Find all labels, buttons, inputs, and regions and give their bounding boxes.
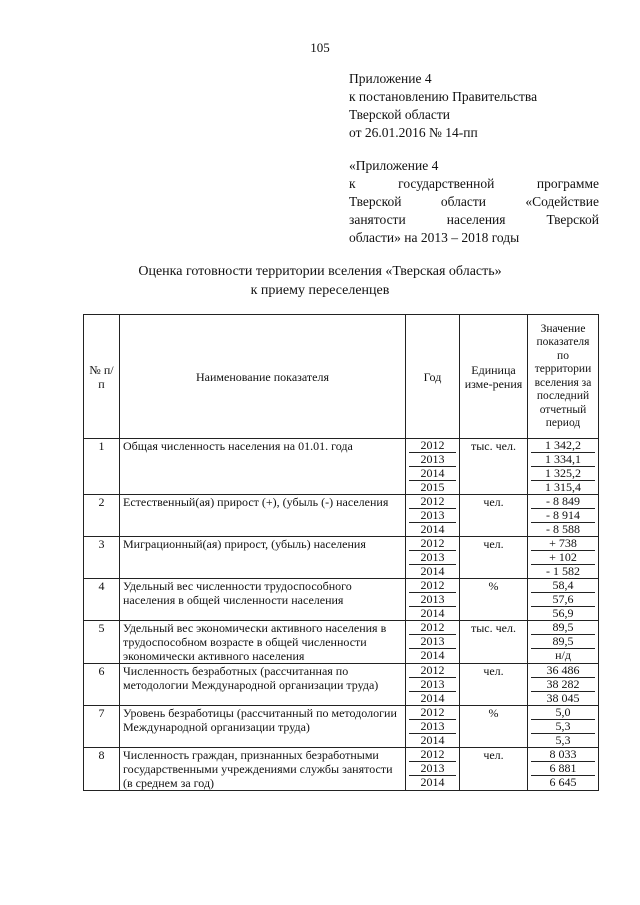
indicator-value: 38 282 <box>531 677 595 691</box>
indicator-name: Естественный(ая) прирост (+), (убыль (-) населения <box>120 495 406 537</box>
title-line-2: к приему переселенцев <box>250 283 390 298</box>
row-number: 2 <box>84 495 120 537</box>
year-cell <box>406 748 460 791</box>
year-value: 2012 <box>420 494 445 508</box>
appendix-line: к государственной программе <box>349 176 599 191</box>
year-value: 2013 <box>409 592 456 606</box>
indicator-value: 5,0 <box>555 705 571 719</box>
year-value: 2015 <box>409 480 456 494</box>
appendix-line: Тверской области «Содействие <box>349 194 599 209</box>
year-value: 2012 <box>420 705 445 719</box>
indicator-name: Удельный вес численности трудоспособного населения в общей численности населения <box>120 579 406 621</box>
value-cell <box>528 579 599 621</box>
year-cell <box>406 579 460 621</box>
indicator-value: 38 045 <box>531 691 595 705</box>
indicator-value: 56,9 <box>531 606 595 620</box>
year-value: 2012 <box>420 578 445 592</box>
header-unit: Единица изме-рения <box>460 315 528 439</box>
indicator-value: 5,3 <box>531 719 595 733</box>
indicator-value: н/д <box>531 648 595 662</box>
row-number: 4 <box>84 579 120 621</box>
indicator-value: 89,5 <box>552 620 574 634</box>
table-row <box>84 706 599 748</box>
appendix-line: Приложение 4 <box>349 71 432 86</box>
row-number: 8 <box>84 748 120 791</box>
value-cell <box>528 439 599 495</box>
table-row <box>84 748 599 791</box>
table-row <box>84 537 599 579</box>
year-value: 2014 <box>409 522 456 536</box>
indicator-value: 6 645 <box>531 775 595 789</box>
indicator-name: Миграционный(ая) прирост, (убыль) населения <box>120 537 406 579</box>
row-number: 1 <box>84 439 120 495</box>
appendix-line: от 26.01.2016 № 14-пп <box>349 125 478 140</box>
indicator-value: 1 342,2 <box>545 438 581 452</box>
table-row <box>84 579 599 621</box>
appendix-header-program <box>349 157 599 247</box>
year-cell <box>406 706 460 748</box>
unit-cell: чел. <box>460 748 528 791</box>
unit-cell: чел. <box>460 664 528 706</box>
appendix-line: «Приложение 4 <box>349 158 439 173</box>
indicator-value: - 1 582 <box>531 564 595 578</box>
year-cell <box>406 621 460 664</box>
table-row <box>84 495 599 537</box>
year-value: 2014 <box>409 691 456 705</box>
unit-cell: чел. <box>460 537 528 579</box>
indicator-value: - 8 914 <box>531 508 595 522</box>
row-number: 7 <box>84 706 120 748</box>
year-value: 2013 <box>409 634 456 648</box>
year-cell <box>406 439 460 495</box>
year-cell <box>406 537 460 579</box>
indicator-value: - 8 588 <box>531 522 595 536</box>
document-title <box>0 262 640 300</box>
value-cell <box>528 748 599 791</box>
year-value: 2013 <box>409 761 456 775</box>
indicators-table <box>83 314 599 791</box>
year-value: 2013 <box>409 508 456 522</box>
year-value: 2012 <box>420 747 445 761</box>
table-row <box>84 621 599 664</box>
indicator-value: + 738 <box>549 536 577 550</box>
year-value: 2014 <box>409 775 456 789</box>
table-header-row <box>84 315 599 439</box>
table-row <box>84 664 599 706</box>
year-cell <box>406 495 460 537</box>
indicator-name: Численность граждан, признанных безработными государственными учреждениями службы занятости (в среднем за год) <box>120 748 406 791</box>
year-value: 2014 <box>409 733 456 747</box>
value-cell <box>528 664 599 706</box>
year-value: 2012 <box>420 536 445 550</box>
unit-cell: тыс. чел. <box>460 439 528 495</box>
indicator-value: 6 881 <box>531 761 595 775</box>
appendix-line: области» на 2013 – 2018 годы <box>349 230 520 245</box>
indicator-value: 8 033 <box>549 747 577 761</box>
indicator-name: Удельный вес экономически активного населения в трудоспособном возрасте в общей численности экономически активного населения <box>120 621 406 664</box>
indicator-value: 58,4 <box>552 578 574 592</box>
value-cell <box>528 495 599 537</box>
indicator-value: - 8 849 <box>546 494 580 508</box>
page-number: 105 <box>310 40 330 55</box>
value-cell <box>528 621 599 664</box>
year-value: 2012 <box>420 438 445 452</box>
indicator-value: 5,3 <box>531 733 595 747</box>
unit-cell: % <box>460 706 528 748</box>
indicator-value: 1 334,1 <box>531 452 595 466</box>
year-value: 2014 <box>409 648 456 662</box>
indicator-value: 1 325,2 <box>531 466 595 480</box>
year-value: 2013 <box>409 719 456 733</box>
table-row <box>84 439 599 495</box>
appendix-line: к постановлению Правительства <box>349 89 538 104</box>
year-value: 2014 <box>409 606 456 620</box>
appendix-line: занятости населения Тверской <box>349 212 599 227</box>
year-value: 2014 <box>409 564 456 578</box>
unit-cell: тыс. чел. <box>460 621 528 664</box>
year-value: 2012 <box>420 663 445 677</box>
indicator-name: Уровень безработицы (рассчитанный по методологии Международной организации труда) <box>120 706 406 748</box>
table-body <box>84 439 599 791</box>
indicator-name: Численность безработных (рассчитанная по методологии Международной организации труда) <box>120 664 406 706</box>
indicator-value: 36 486 <box>546 663 580 677</box>
year-value: 2012 <box>420 620 445 634</box>
year-value: 2013 <box>409 550 456 564</box>
row-number: 6 <box>84 664 120 706</box>
value-cell <box>528 706 599 748</box>
header-value: Значение показателя по территории вселения за последний отчетный период <box>528 315 599 439</box>
title-line-1: Оценка готовности территории вселения «Тверская область» <box>138 264 502 279</box>
year-value: 2013 <box>409 452 456 466</box>
indicator-value: 57,6 <box>531 592 595 606</box>
appendix-line: Тверской области <box>349 107 450 122</box>
header-num: № п/п <box>84 315 120 439</box>
indicator-value: 1 315,4 <box>531 480 595 494</box>
value-cell <box>528 537 599 579</box>
year-cell <box>406 664 460 706</box>
header-name: Наименование показателя <box>120 315 406 439</box>
unit-cell: чел. <box>460 495 528 537</box>
year-value: 2013 <box>409 677 456 691</box>
row-number: 5 <box>84 621 120 664</box>
appendix-header-resolution <box>349 70 599 142</box>
unit-cell: % <box>460 579 528 621</box>
year-value: 2014 <box>409 466 456 480</box>
indicator-name: Общая численность населения на 01.01. года <box>120 439 406 495</box>
row-number: 3 <box>84 537 120 579</box>
indicator-value: + 102 <box>531 550 595 564</box>
header-year: Год <box>406 315 460 439</box>
indicator-value: 89,5 <box>531 634 595 648</box>
